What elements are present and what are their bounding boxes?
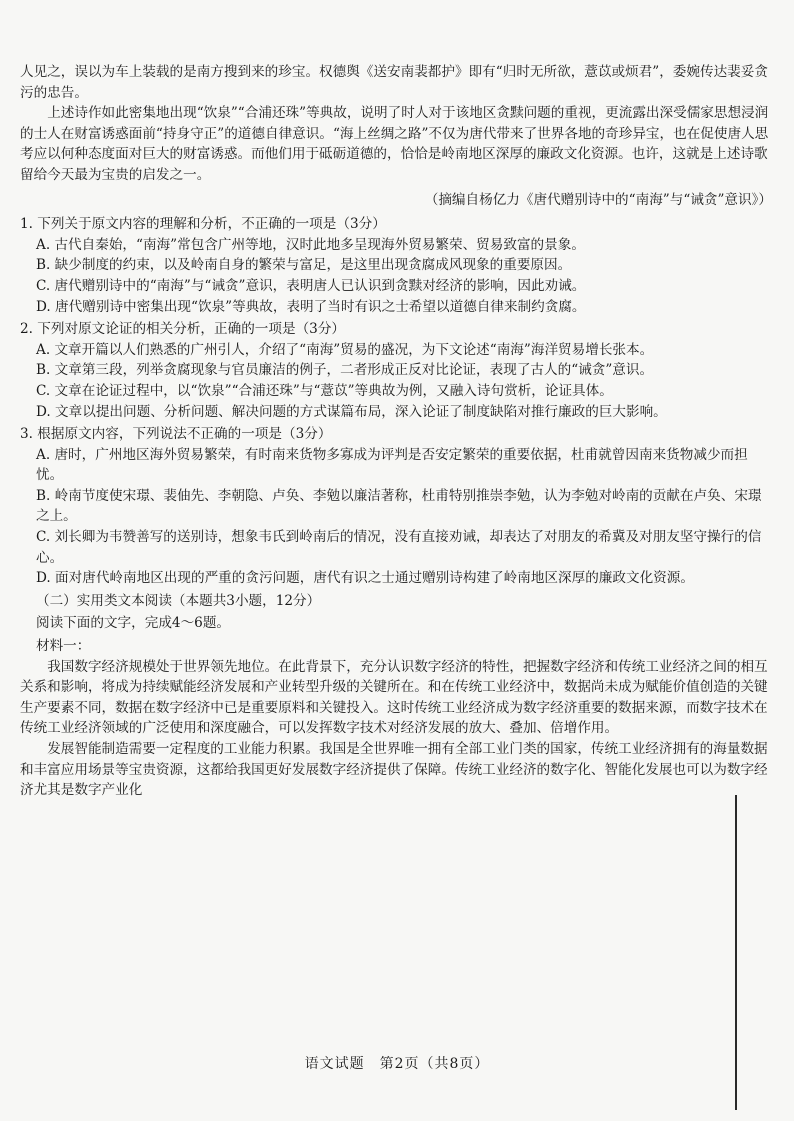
option-c: C. 唐代赠别诗中的“南海”与“诫贪”意识，表明唐人已认识到贪黩对经济的影响，因此劝诫。 [36, 277, 586, 294]
intro-paragraph-1: 人见之，误以为车上装载的是南方搜到来的珍宝。权德舆《送安南裴都护》即有“归时无所欲，薏苡或烦君”，委婉传达裴妥贪污的忠告。 [20, 64, 768, 101]
option-d: D. 唐代赠别诗中密集出现“饮泉”等典故，表明了当时有识之士希望以道德自律来制约贪腐。 [36, 298, 586, 315]
option-c: C. 刘长卿为韦赞善写的送别诗，想象韦氏到岭南后的情况，没有直接劝诫，却表达了对朋友的希冀及对朋友坚守操行的信心。 [36, 529, 762, 566]
option-a: A. 古代自秦始，“南海”常包含广州等地，汉时此地多呈现海外贸易繁荣、贸易致富的景象。 [36, 236, 585, 253]
intro-paragraph-2: 上述诗作如此密集地出现“饮泉”“合浦还珠”等典故，说明了时人对于该地区贪黩问题的重视，更流露出深受儒家思想浸润的士人在财富诱惑面前“持身守正”的道德自律意识。“海上丝绸之路”不仅为唐代带来了世界各地的奇珍异宝，也在促使唐人思考应以何种态度面对巨大的财富诱惑。而他们用于砥砺道德的，恰恰是岭南地区深厚的廉政文化资源。也许，这就是上述诗歌留给今天最为宝贵的启发之一。 [20, 105, 769, 183]
source-citation: （摘编自杨亿力《唐代赠别诗中的“南海”与“诫贪”意识》） [424, 191, 772, 208]
option-b: B. 文章第三段，列举贪腐现象与官员廉洁的例子，二者形成正反对比论证，表现了古人的“诫贪”意识。 [36, 362, 654, 379]
section-instruction: 阅读下面的文字，完成4～6题。 [36, 615, 231, 632]
question-stem: 3. 根据原文内容，下列说法不正确的一项是（3分） [20, 426, 332, 443]
material-label: 材料一： [36, 638, 91, 655]
question-1 [20, 214, 772, 317]
option-d: D. 面对唐代岭南地区出现的严重的贪污问题，唐代有识之士通过赠别诗构建了岭南地区深厚的廉政文化资源。 [36, 570, 694, 587]
material-paragraph-1: 我国数字经济规模处于世界领先地位。在此背景下，充分认识数字经济的特性，把握数字经济和传统工业经济之间的相互关系和影响，将成为持续赋能经济发展和产业转型升级的关键所在。和在传统工业经济中，数据尚未成为赋能价值创造的关键生产要素不同，数据在数字经济中已是重要原料和关键投入。这时传统工业经济成为数字经济重要的数据来源，而数字技术在传统工业经济领域的广泛使用和深度融合，可以发挥数字技术对经济发展的放大、叠加、倍增作用。 [20, 658, 768, 737]
option-a: A. 文章开篇以人们熟悉的广州引人，介绍了“南海”贸易的盛况，为下文论述“南海”海洋贸易增长张本。 [36, 341, 654, 358]
option-b: B. 岭南节度使宋璟、裴伷先、李朝隐、卢奂、李勉以廉洁著称，杜甫特别推崇李勉，认为李勉对岭南的贡献在卢奂、宋璟之上。 [36, 487, 762, 525]
section-heading: （二）实用类文本阅读（本题共3小题，12分） [36, 592, 321, 609]
option-c: C. 文章在论证过程中，以“饮泉”“合浦还珠”与“薏苡”等典故为例，又融入诗句赏析，论证具体。 [36, 382, 613, 399]
question-stem: 1. 下列关于原文内容的理解和分析，不正确的一项是（3分） [20, 216, 386, 233]
exam-page [20, 62, 772, 801]
page-footer: 语文试题 第2页（共8页） [304, 1056, 490, 1072]
option-b: B. 缺少制度的约束，以及岭南自身的繁荣与富足，是这里出现贪腐成风现象的重要原因。 [36, 257, 572, 274]
question-3 [20, 424, 772, 589]
material-paragraph-2: 发展智能制造需要一定程度的工业能力积累。我国是全世界唯一拥有全部工业门类的国家，传统工业经济拥有的海量数据和丰富应用场景等宝贵资源，这都给我国更好发展数字经济提供了保障。传统工业经济的数字化、智能化发展也可以为数字经济尤其是数字产业化 [20, 741, 768, 799]
question-2 [20, 319, 772, 422]
option-a: A. 唐时，广州地区海外贸易繁荣，有时南来货物多寡成为评判是否安定繁荣的重要依据，杜甫就曾因南来货物减少而担忧。 [36, 446, 748, 484]
question-stem: 2. 下列对原文论证的相关分析，正确的一项是（3分） [20, 321, 346, 338]
option-d: D. 文章以提出问题、分析问题、解决问题的方式谋篇布局，深入论证了制度缺陷对推行廉政的巨大影响。 [36, 403, 667, 420]
